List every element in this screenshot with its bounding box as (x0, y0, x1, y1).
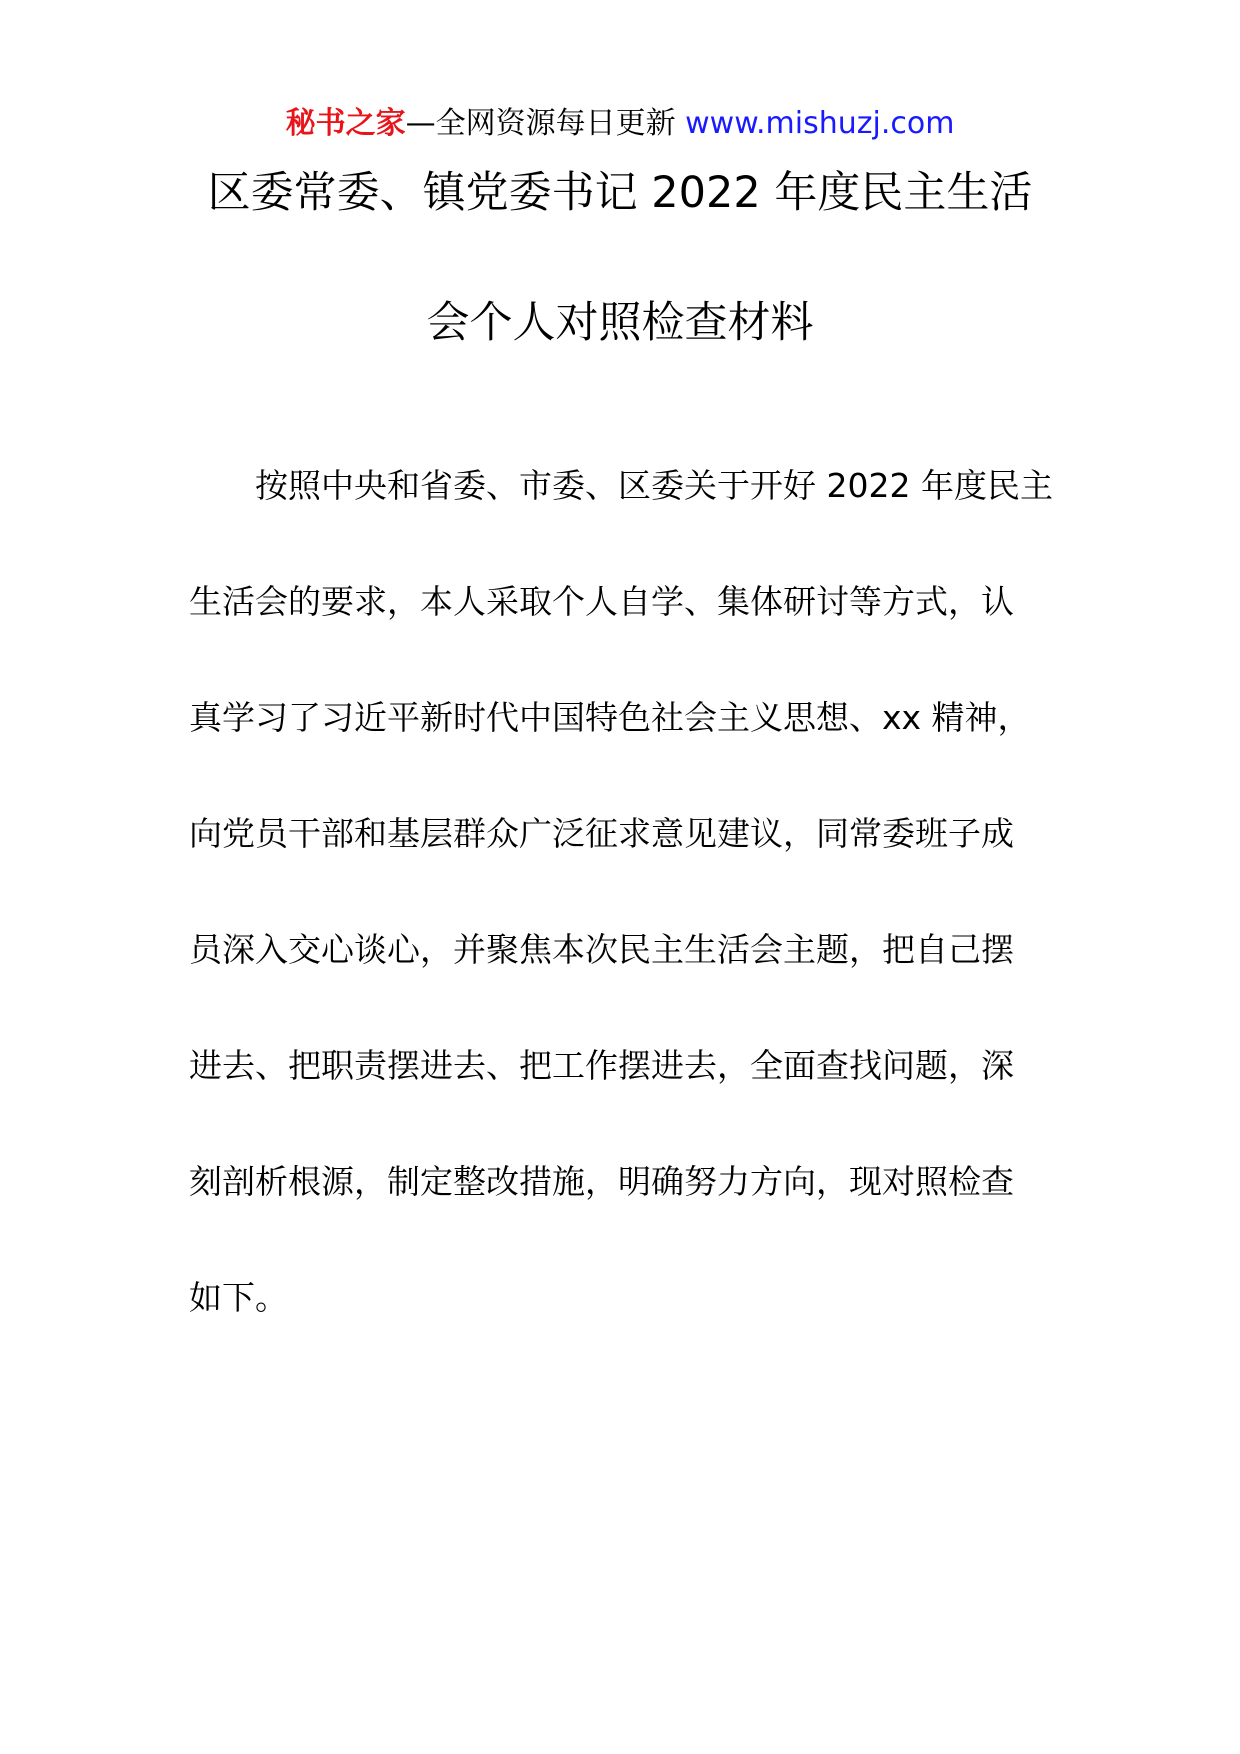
paragraph-line: 真学习了习近平新时代中国特色社会主义思想、xx 精神， (189, 698, 1031, 737)
site-url-link[interactable]: www.mishuzj.com (685, 106, 955, 141)
paragraph-line: 进去、把职责摆进去、把工作摆进去，全面查找问题，深 (189, 1046, 1014, 1085)
paragraph-line: 如下。 (189, 1278, 288, 1317)
paragraph-line: 员深入交心谈心，并聚焦本次民主生活会主题，把自己摆 (189, 930, 1014, 969)
brand-name: 秘书之家 (285, 106, 406, 141)
document-title-line-2: 会个人对照检查材料 (426, 298, 814, 348)
paragraph-line: 向党员干部和基层群众广泛征求意见建议，同常委班子成 (189, 814, 1014, 853)
paragraph-line: 生活会的要求，本人采取个人自学、集体研讨等方式，认 (189, 582, 1014, 621)
site-header (0, 104, 1240, 144)
paragraph-line: 刻剖析根源，制定整改措施，明确努力方向，现对照检查 (189, 1162, 1014, 1201)
paragraph-line: 按照中央和省委、市委、区委关于开好 2022 年度民主 (255, 466, 1053, 505)
document-title-line-1: 区委常委、镇党委书记 2022 年度民主生活 (207, 168, 1033, 218)
header-slogan: —全网资源每日更新 (405, 106, 686, 141)
